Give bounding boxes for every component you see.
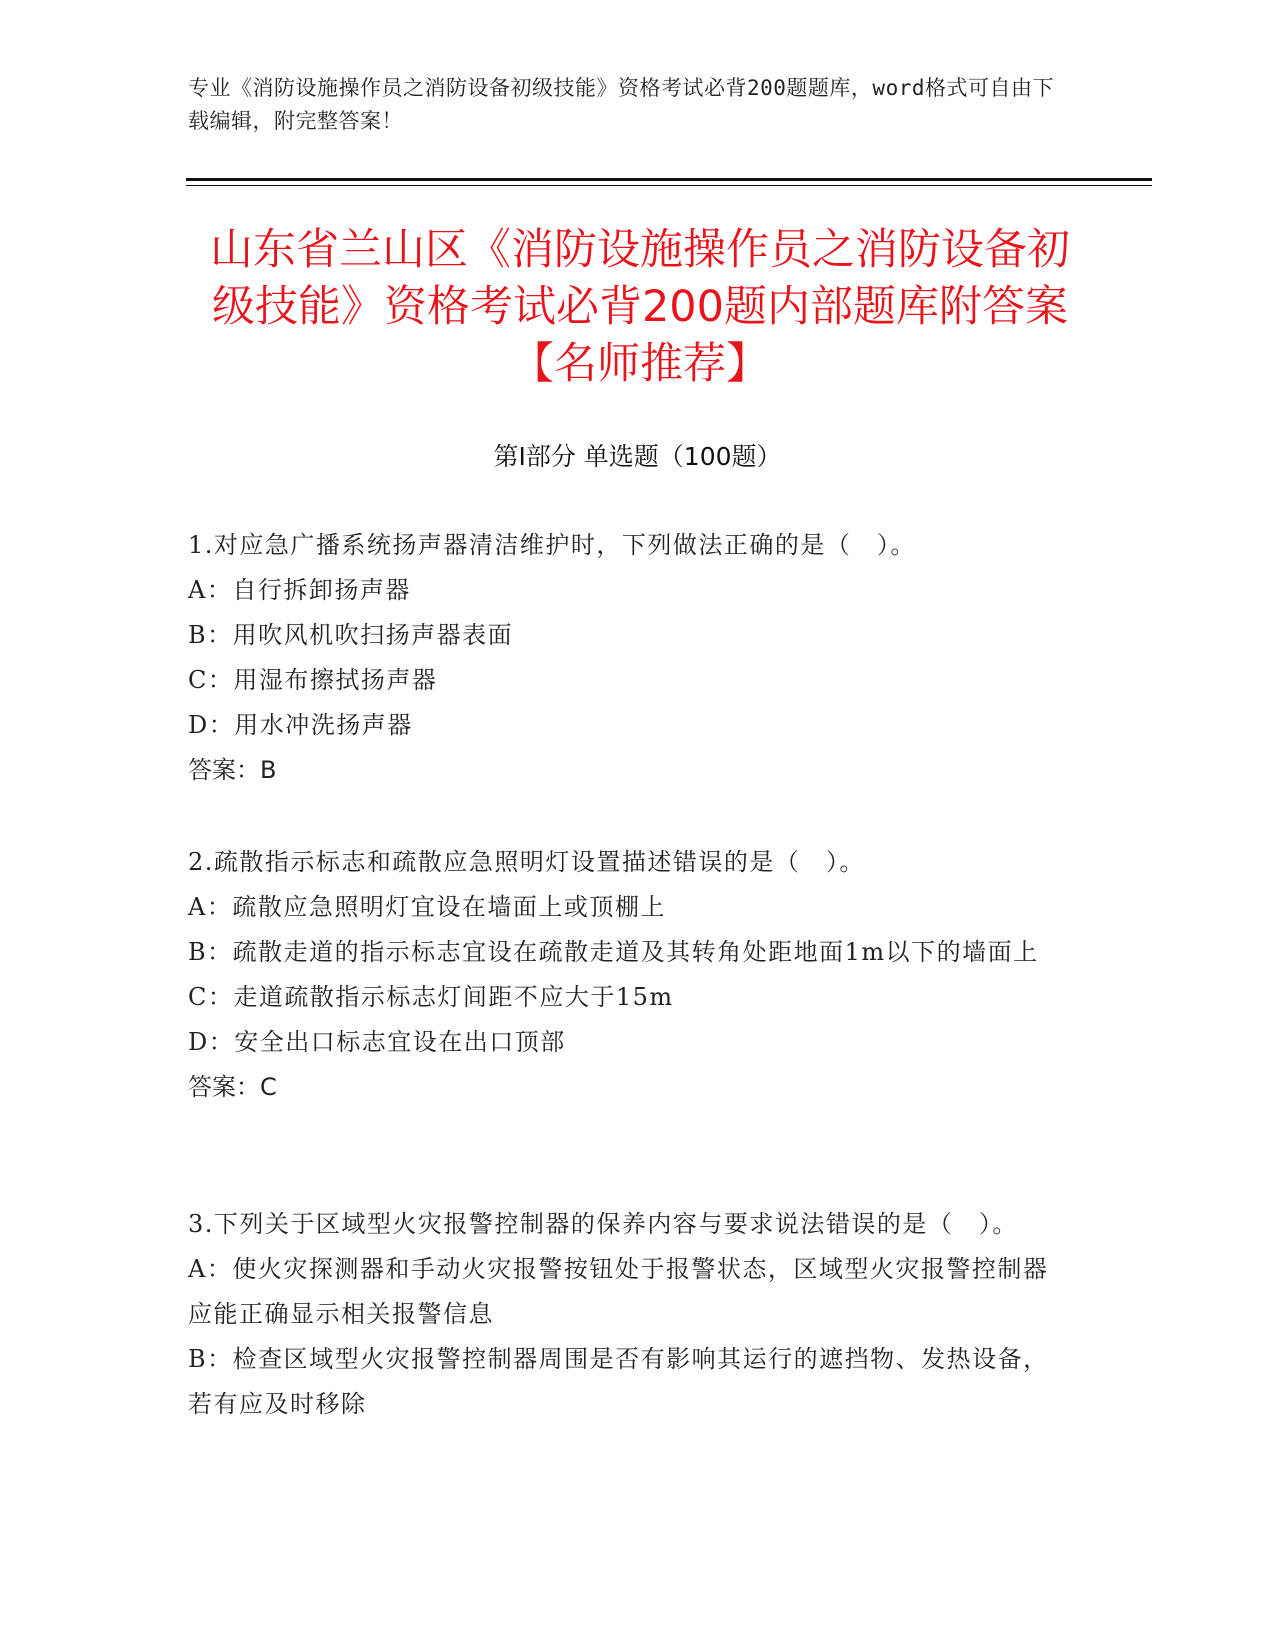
section-heading: 第Ⅰ部分 单选题（100题） [493,442,782,471]
question-stem: 2.疏散指示标志和疏散应急照明灯设置描述错误的是（ ）。 [188,848,865,876]
option-b: B：检查区域型火灾报警控制器周围是否有影响其运行的遮挡物、发热设备，若有应及时移除 [188,1345,1049,1418]
question-block [188,523,1058,793]
header-divider-thick [186,178,1152,181]
option-a: A：使火灾探测器和手动火灾报警按钮处于报警状态，区域型火灾报警控制器应能正确显示相关报警信息 [188,1255,1049,1328]
answer-line: 答案：B [188,756,277,784]
option-c: C：走道疏散指示标志灯间距不应大于15m [188,983,674,1011]
question-stem: 1.对应急广播系统扬声器清洁维护时，下列做法正确的是（ ）。 [188,531,916,559]
option-c: C：用湿布擦拭扬声器 [188,666,438,694]
option-b: B：用吹风机吹扫扬声器表面 [188,621,514,649]
answer-line: 答案：C [188,1073,277,1101]
question-block [188,1202,1058,1427]
option-b: B：疏散走道的指示标志宜设在疏散走道及其转角处距地面1m以下的墙面上 [188,938,1039,966]
document-title: 山东省兰山区《消防设施操作员之消防设备初级技能》资格考试必背200题内部题库附答案【名师推荐】 [210,225,1070,389]
question-stem: 3.下列关于区域型火灾报警控制器的保养内容与要求说法错误的是（ ）。 [188,1210,1018,1238]
header-note: 专业《消防设施操作员之消防设备初级技能》资格考试必背200题题库，word格式可自由下载编辑，附完整答案！ [188,76,1054,133]
option-d: D：安全出口标志宜设在出口顶部 [188,1028,566,1056]
header-divider-thin [186,185,1152,186]
option-a: A：自行拆卸扬声器 [188,576,411,604]
option-d: D：用水冲洗扬声器 [188,711,413,739]
question-block [188,840,1058,1110]
option-a: A：疏散应急照明灯宜设在墙面上或顶棚上 [188,893,666,921]
